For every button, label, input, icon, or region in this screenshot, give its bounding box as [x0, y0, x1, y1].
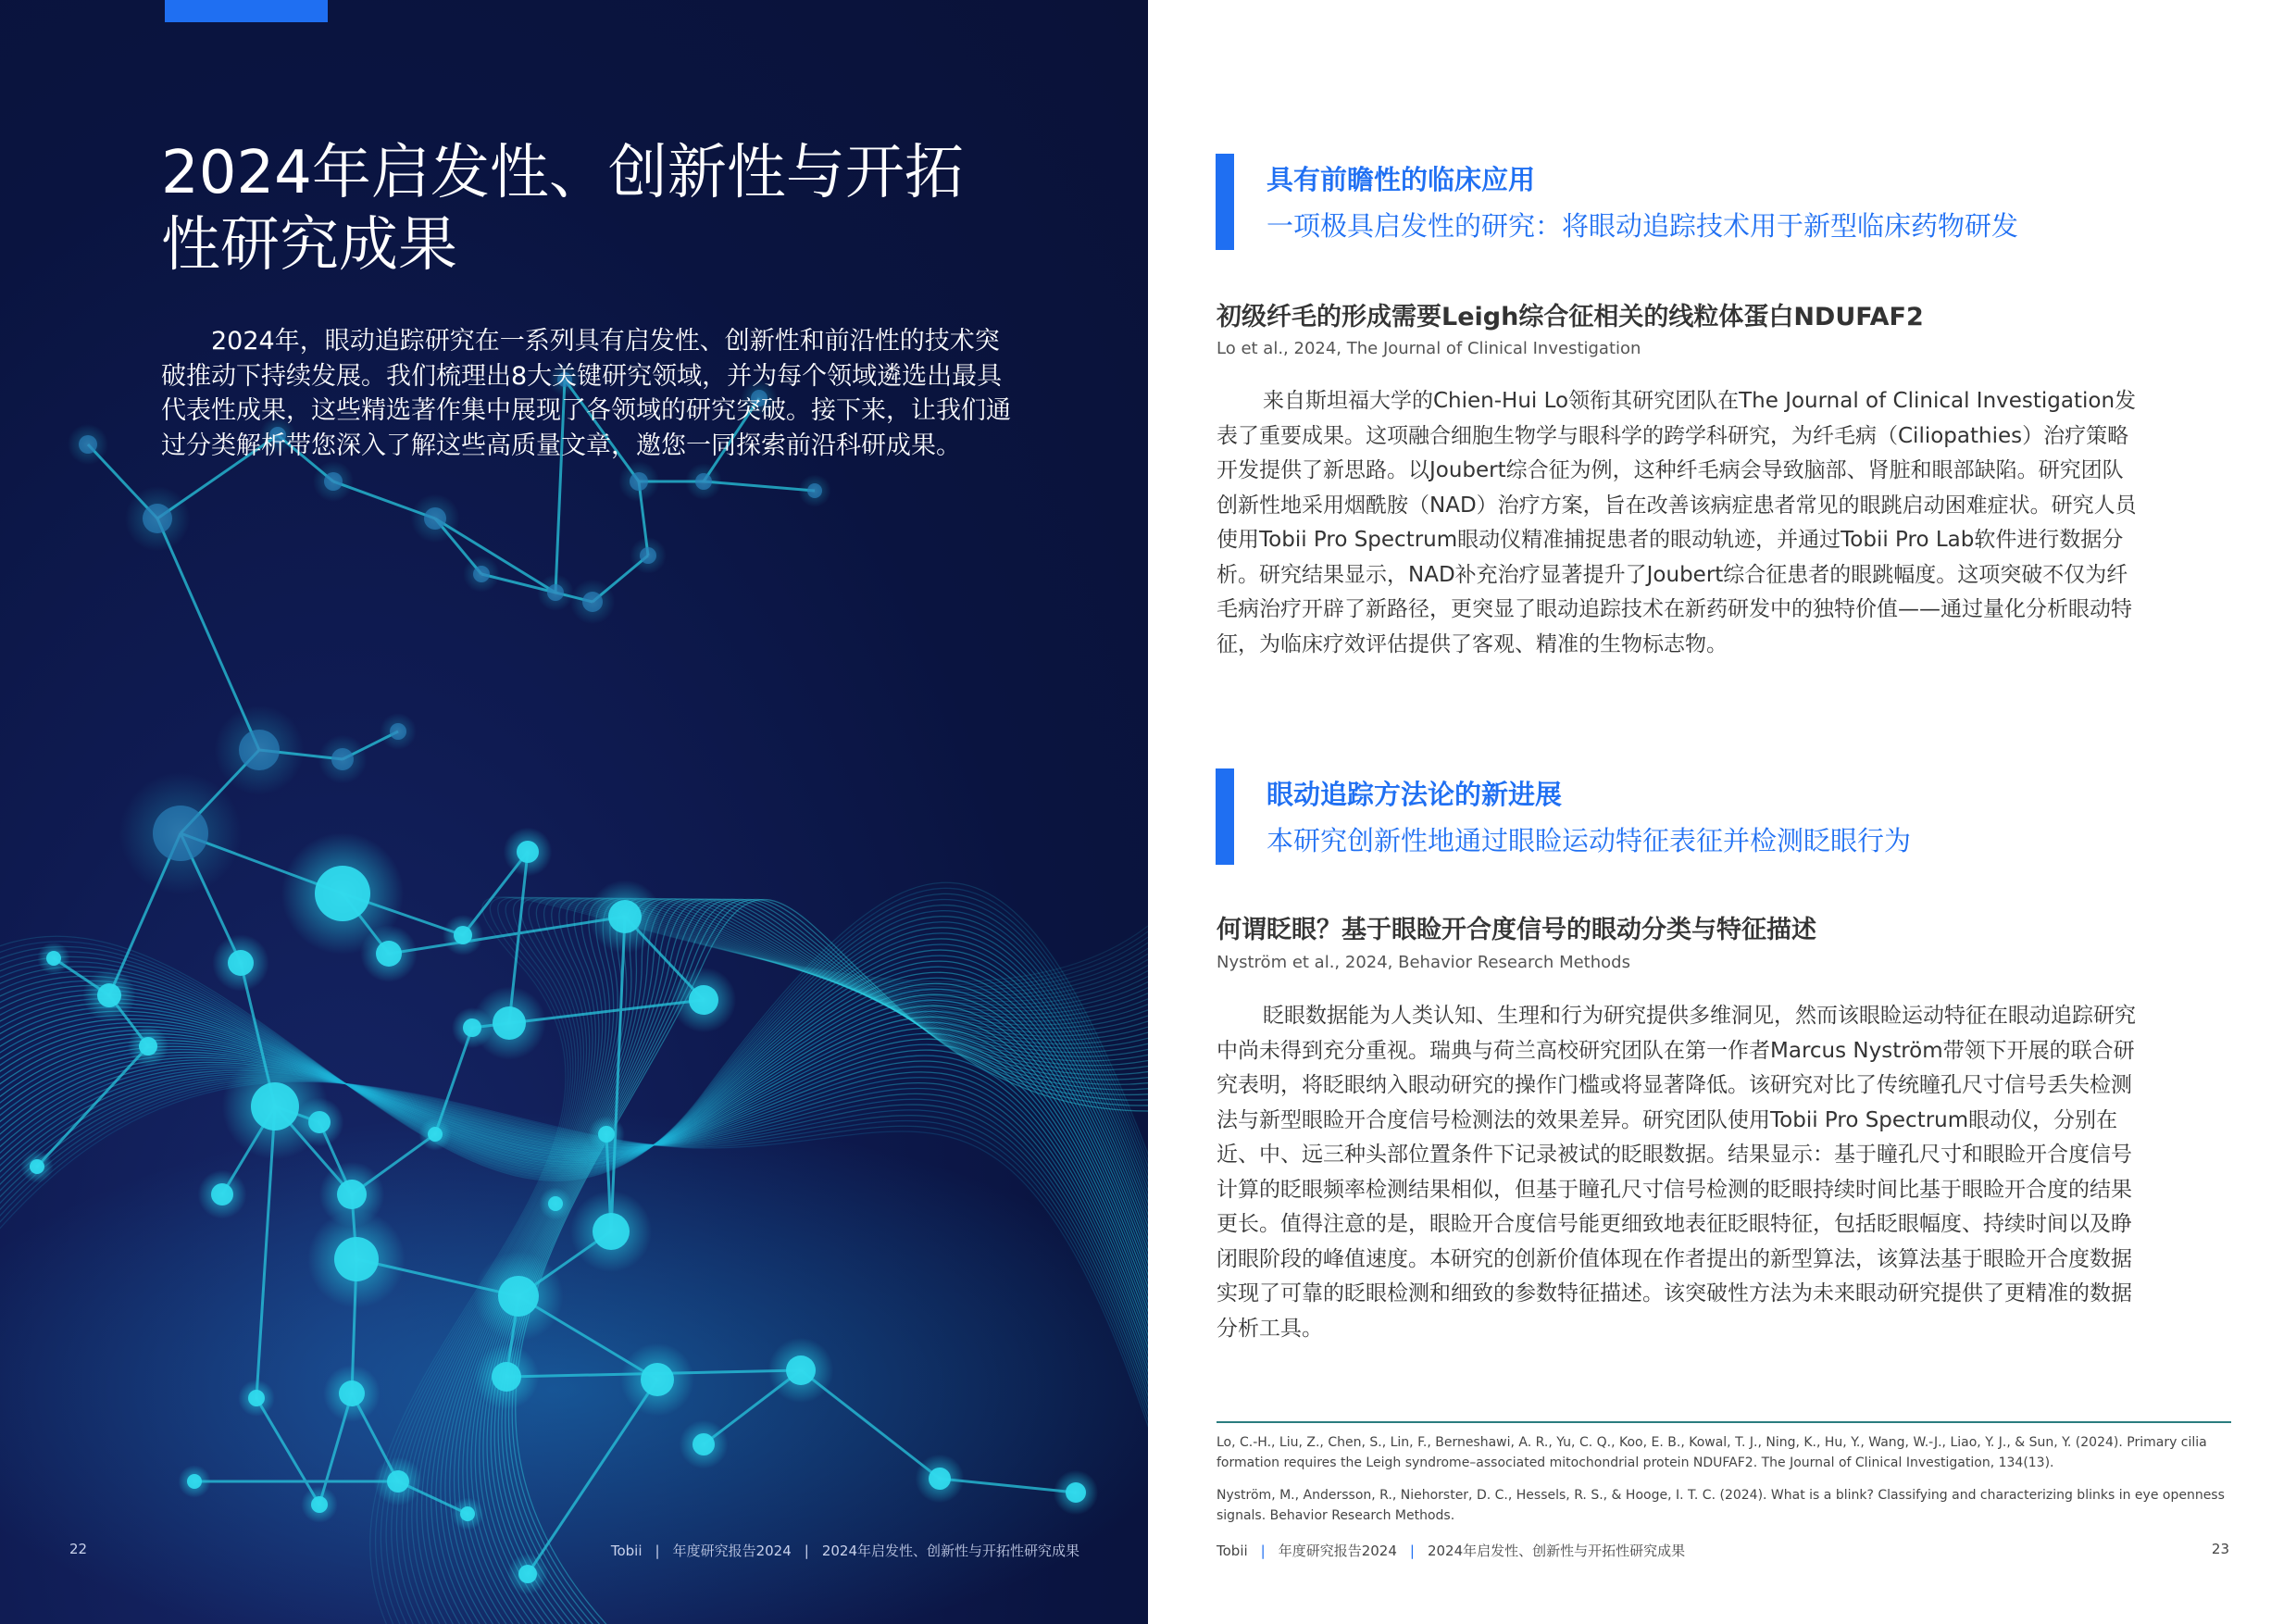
- network-node: [334, 1237, 379, 1281]
- network-node: [387, 1470, 409, 1493]
- network-node: [929, 1468, 951, 1490]
- network-node: [641, 1363, 674, 1396]
- network-node: [315, 866, 370, 921]
- network-node: [463, 1018, 481, 1037]
- footer-separator: |: [655, 1543, 660, 1559]
- page-number-left: 22: [69, 1541, 88, 1557]
- article-2-title: 何谓眨眼？基于眼睑开合度信号的眼动分类与特征描述: [1217, 916, 1816, 944]
- network-node: [311, 1496, 328, 1513]
- footer-separator: |: [1260, 1543, 1266, 1559]
- network-node: [473, 566, 490, 582]
- network-node: [339, 1380, 365, 1406]
- network-node: [693, 1433, 715, 1455]
- footer-right: [1217, 1541, 1685, 1560]
- network-node: [139, 1037, 157, 1056]
- network-node: [79, 435, 97, 454]
- network-node: [331, 748, 354, 770]
- network-node: [239, 730, 280, 770]
- references-divider: [1217, 1421, 2231, 1423]
- reference-2: Nyström, M., Andersson, R., Niehorster, D. C., Hessels, R. S., & Hooge, I. T. C. (2024). What is a blink? Classifying and characterizing blinks in eye openness signals. Behavior Research Methods.: [1217, 1488, 2225, 1523]
- network-node: [376, 941, 402, 967]
- network-node: [493, 1006, 526, 1040]
- network-node: [517, 841, 539, 863]
- intro-paragraph: 2024年，眼动追踪研究在一系列具有启发性、创新性和前沿性的技术突破推动下持续发展。我们梳理出8大关键研究领域，并为每个领域遴选出最具代表性成果，这些精选著作集中展现了各领域的研究突破。接下来，让我们通过分类解析带您深入了解这些高质量文章，邀您一同探索前沿科研成果。: [161, 327, 1011, 460]
- network-node: [428, 1127, 443, 1142]
- top-accent-tab: [165, 0, 328, 22]
- network-node: [786, 1355, 816, 1385]
- network-node: [598, 1126, 615, 1143]
- section-2-title: 眼动追踪方法论的新进展: [1267, 779, 1563, 810]
- article-1-body: 来自斯坦福大学的Chien-Hui Lo领衔其研究团队在The Journal of Clinical Investigation发表了重要成果。这项融合细胞生物学与眼科学的跨学科研究，为纤毛病（Ciliopathies）治疗策略开发提供了新思路。以Joubert综合征为例，这种纤毛病会导致脑部、肾脏和眼部缺陷。研究团队创新性地采用烟酰胺（NAD）治疗方案，旨在改善该病症患者常见的眼跳启动困难症状。研究人员使用Tobii Pro Spectrum眼动仪精准捕捉患者的眼动轨迹，并通过Tobii Pro Lab软件进行数据分析。研究结果显示，NAD补充治疗显著提升了Joubert综合征患者的眼跳幅度。这项突破不仅为纤毛病治疗开辟了新路径，更突显了眼动追踪技术在新药研发中的独特价值——通过量化分析眼动特征，为临床疗效评估提供了客观、精准的生物标志物。: [1217, 389, 2137, 656]
- network-node: [582, 592, 603, 612]
- network-node: [1066, 1482, 1086, 1503]
- network-node: [324, 472, 343, 491]
- right-page: [1148, 0, 2296, 1624]
- network-node: [30, 1159, 44, 1174]
- article-1-title: 初级纤毛的形成需要Leigh综合征相关的线粒体蛋白NDUFAF2: [1217, 303, 1924, 331]
- network-node: [695, 473, 712, 490]
- network-node: [593, 1213, 630, 1250]
- footer-separator: |: [1409, 1543, 1415, 1559]
- network-node: [548, 1196, 563, 1211]
- network-node: [337, 1180, 367, 1209]
- network-node: [97, 983, 121, 1007]
- network-node: [46, 951, 61, 966]
- network-node: [248, 1390, 265, 1406]
- network-node: [228, 950, 254, 976]
- page-number-right: 23: [2211, 1541, 2229, 1557]
- footer-separator: |: [804, 1543, 809, 1559]
- article-2-citation: Nyström et al., 2024, Behavior Research Methods: [1217, 953, 1630, 972]
- page-title-line-1: 2024年启发性、创新性与开拓: [161, 139, 964, 207]
- reference-1: Lo, C.-H., Liu, Z., Chen, S., Lin, F., Berneshawi, A. R., Yu, C. Q., Koo, E. B., Kowal, T. J., Ning, K., Hu, Y., Wang, W.-J., Liao, Y. J., & Sun, Y. (2024). Primary cilia formation requires the Leigh syndrome–associated mitochondrial protein NDUFAF2. The Journal of Clinical Investigation, 134(13).: [1217, 1435, 2207, 1470]
- footer-brand: Tobii: [610, 1543, 643, 1559]
- network-node: [390, 723, 406, 740]
- footer-left: [611, 1541, 1079, 1560]
- network-node: [143, 504, 172, 533]
- network-node: [640, 547, 656, 564]
- network-node: [187, 1474, 202, 1489]
- footer-brand: Tobii: [1217, 1543, 1248, 1559]
- network-node: [251, 1082, 299, 1131]
- page-title: [161, 137, 994, 281]
- section-2-subtitle: 本研究创新性地通过眼睑运动特征表征并检测眨眼行为: [1267, 825, 1912, 856]
- network-node: [518, 1565, 537, 1583]
- network-node: [492, 1362, 521, 1392]
- network-node: [424, 507, 446, 530]
- section-1-subtitle: 一项极具启发性的研究：将眼动追踪技术用于新型临床药物研发: [1267, 210, 2019, 242]
- network-node: [498, 1276, 539, 1317]
- footer-report: 年度研究报告2024: [1278, 1543, 1397, 1559]
- network-node: [630, 472, 648, 491]
- article-1-citation: Lo et al., 2024, The Journal of Clinical Investigation: [1217, 339, 1641, 358]
- network-node: [608, 900, 642, 933]
- footer-chapter: 2024年启发性、创新性与开拓性研究成果: [1427, 1543, 1686, 1559]
- section-1-title: 具有前瞻性的临床应用: [1267, 164, 1536, 195]
- footer-report: 年度研究报告2024: [672, 1543, 792, 1559]
- page-title-line-2: 性研究成果: [161, 211, 457, 280]
- network-node: [153, 806, 208, 861]
- network-node: [547, 584, 564, 601]
- section-accent-bar: [1216, 154, 1234, 250]
- footer-chapter: 2024年启发性、创新性与开拓性研究成果: [821, 1543, 1079, 1559]
- network-node: [454, 926, 472, 944]
- network-node: [807, 483, 822, 498]
- network-node: [460, 1506, 475, 1521]
- section-accent-bar: [1216, 768, 1234, 865]
- article-2-body: 眨眼数据能为人类认知、生理和行为研究提供多维洞见，然而该眼睑运动特征在眼动追踪研究中尚未得到充分重视。瑞典与荷兰高校研究团队在第一作者Marcus Nyström带领下开展的联合研究表明，将眨眼纳入眼动研究的操作门槛或将显著降低。该研究对比了传统瞳孔尺寸信号丢失检测法与新型眼睑开合度信号检测法的效果差异。研究团队使用Tobii Pro Spectrum眼动仪，分别在近、中、远三种头部位置条件下记录被试的眨眼数据。结果显示：基于瞳孔尺寸和眼睑开合度信号计算的眨眼频率检测结果相似，但基于瞳孔尺寸信号检测的眨眼持续时间比基于眼睑开合度的结果更长。值得注意的是，眼睑开合度信号能更细致地表征眨眼特征，包括眨眼幅度、持续时间以及睁闭眼阶段的峰值速度。本研究的创新价值体现在作者提出的新型算法，该算法基于眼睑开合度数据实现了可靠的眨眼检测和细致的参数特征描述。该突破性方法为未来眼动研究提供了更精准的数据分析工具。: [1217, 1004, 2136, 1341]
- network-node: [689, 985, 718, 1015]
- network-node: [211, 1183, 233, 1206]
